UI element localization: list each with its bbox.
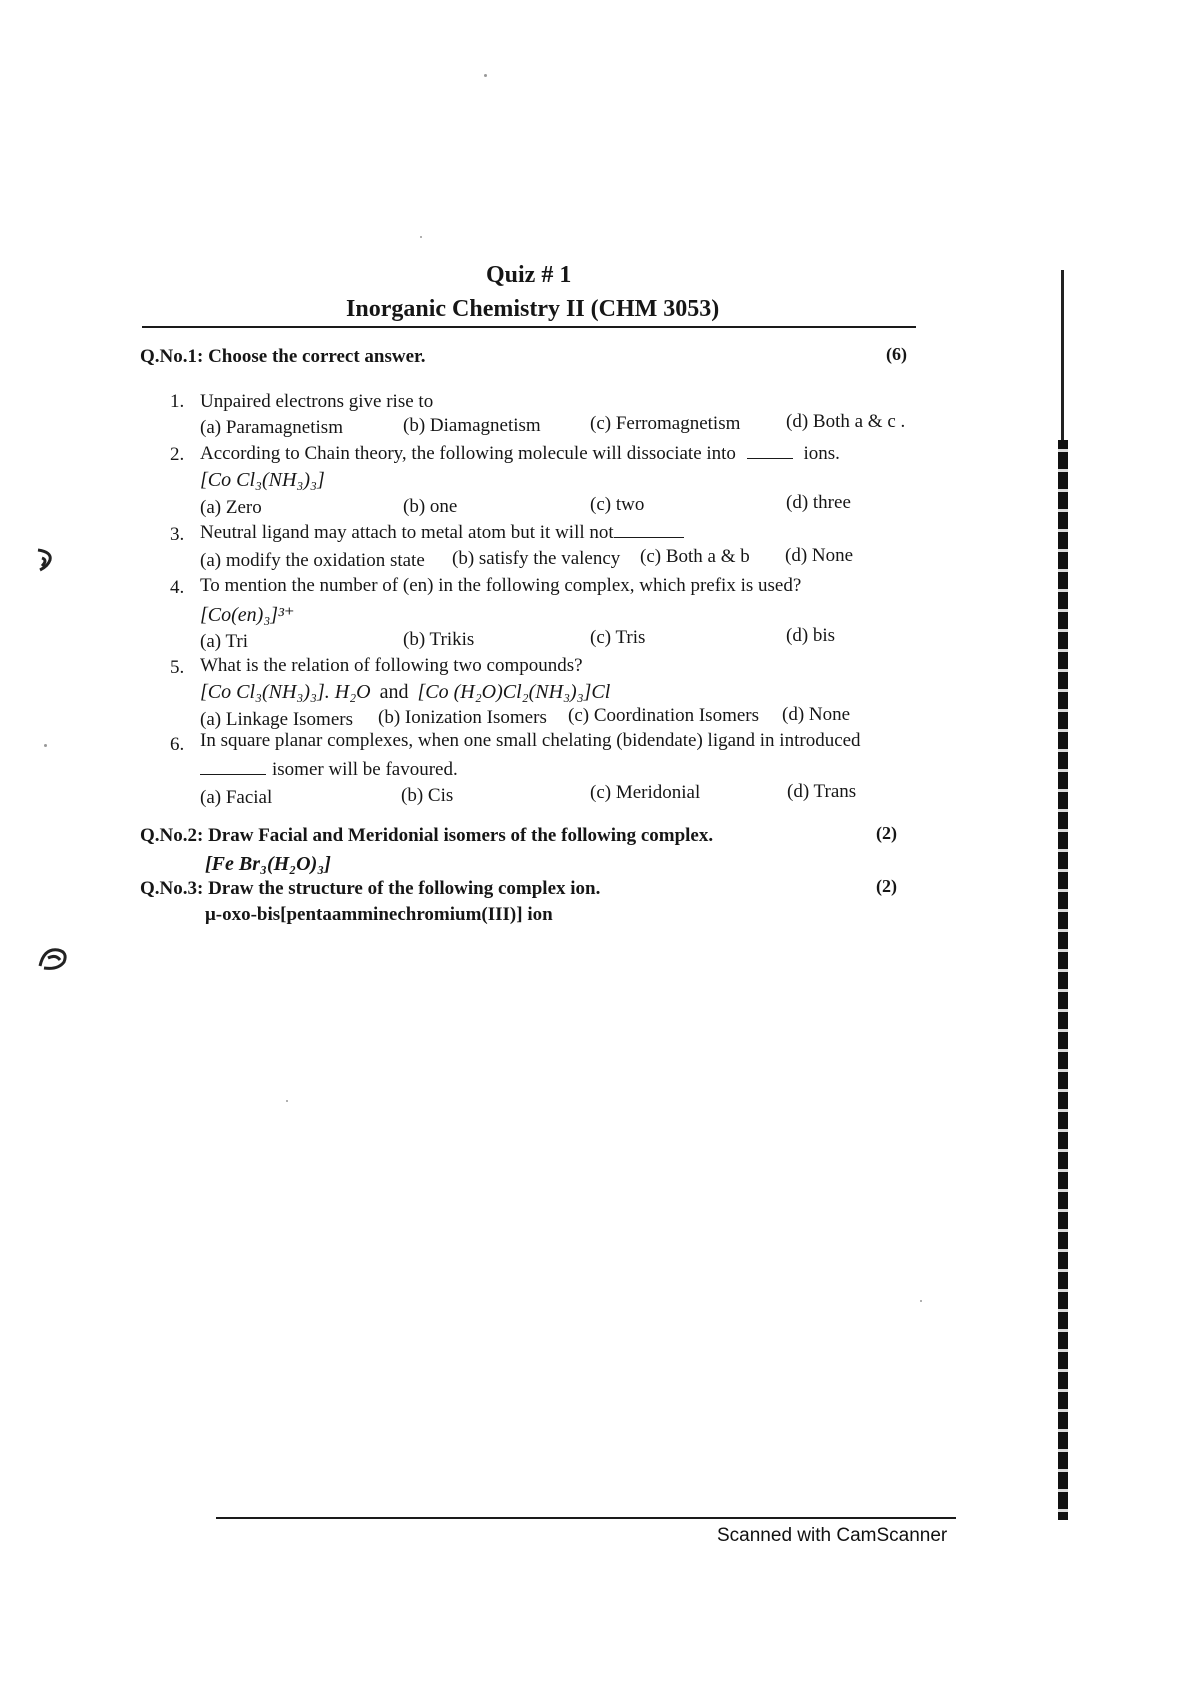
footer-divider [216,1517,956,1519]
q1-item-5-formula-a: [Co Cl₃(NH₃)₃]. H₂O [200,681,371,703]
q1-item-2-option-b: (b) one [403,496,458,517]
q3-heading: Q.No.3: Draw the structure of the following complex ion. [140,878,601,899]
q1-item-2-formula: [Co Cl₃(NH₃)₃] [200,469,325,491]
q1-item-1-option-d: (d) Both a & c . [786,411,906,432]
q1-item-4-number: 4. [170,577,185,598]
q1-item-5-option-b: (b) Ionization Isomers [378,707,547,728]
q1-item-5-option-a: (a) Linkage Isomers [200,709,353,730]
course-title: Inorganic Chemistry II (CHM 3053) [346,296,720,322]
q1-item-2-option-a: (a) Zero [200,497,262,518]
q3-complex-name: μ-oxo-bis[pentaamminechromium(III)] ion [205,904,553,925]
q1-item-6-option-c: (c) Meridonial [590,782,701,803]
q1-item-2-text-after: ions. [803,443,840,464]
answer-blank [747,458,793,459]
q3-marks: (2) [876,876,897,896]
q1-item-5-formula-join: and [379,681,409,703]
q1-item-2-option-d: (d) three [786,492,851,513]
q1-item-5-number: 5. [170,657,185,678]
q1-item-3-option-c: (c) Both a & b [640,546,750,567]
scan-speck [920,1300,922,1302]
scan-speck [420,236,422,238]
q1-item-6-number: 6. [170,734,185,755]
quiz-title: Quiz # 1 [486,262,572,288]
q1-item-4-text: To mention the number of (en) in the following complex, which prefix is used? [200,575,802,596]
q1-item-4-option-b: (b) Trikis [403,629,475,650]
q1-item-5-text: What is the relation of following two compounds? [200,655,583,676]
scan-speck [286,1100,288,1102]
q2-formula: [Fe Br₃(H₂O)₃] [205,853,331,875]
q1-item-5-option-c: (c) Coordination Isomers [568,705,760,726]
header-divider [142,326,916,328]
q2-heading: Q.No.2: Draw Facial and Meridonial isomers of the following complex. [140,825,714,846]
binding-edge-top [1061,270,1064,440]
q1-item-4-option-c: (c) Tris [590,627,646,648]
q1-item-1-option-c: (c) Ferromagnetism [590,413,741,434]
q1-item-5-option-d: (d) None [782,704,851,725]
scan-smudge-mark [34,940,74,976]
q1-item-3-option-b: (b) satisfy the valency [452,548,621,569]
q1-item-1-option-b: (b) Diamagnetism [403,415,541,436]
q1-item-1-text: Unpaired electrons give rise to [200,391,434,412]
q2-marks: (2) [876,823,897,843]
answer-blank [200,774,266,775]
q1-item-6-option-d: (d) Trans [787,781,857,802]
q1-item-2-text: According to Chain theory, the following molecule will dissociate into [200,443,736,464]
q1-item-1-option-a: (a) Paramagnetism [200,417,343,438]
q1-item-3-option-a: (a) modify the oxidation state [200,550,425,571]
q1-item-1-number: 1. [170,391,185,412]
binding-edge [1058,440,1068,1520]
q1-item-3-number: 3. [170,524,185,545]
q1-item-6-option-b: (b) Cis [401,785,454,806]
q1-item-4-option-d: (d) bis [786,625,836,646]
q1-item-4-option-a: (a) Tri [200,631,249,652]
q1-item-4-formula: [Co(en)₃]³⁺ [200,604,295,626]
answer-blank [614,537,684,538]
q1-item-6-text-line2: isomer will be favoured. [272,759,458,780]
q1-item-2-number: 2. [170,444,185,465]
q1-heading: Q.No.1: Choose the correct answer. [140,346,426,367]
scan-speck [44,744,47,747]
scan-smudge-mark [34,546,58,576]
camscanner-watermark: Scanned with CamScanner [717,1525,948,1546]
q1-marks: (6) [886,344,907,364]
q1-item-3-option-d: (d) None [785,545,854,566]
q1-item-6-option-a: (a) Facial [200,787,273,808]
q1-item-3-text: Neutral ligand may attach to metal atom but it will not [200,522,614,543]
scan-speck [484,74,487,77]
q1-item-5-formula-b: [Co (H₂O)Cl₂(NH₃)₃]Cl [417,681,611,703]
q1-item-2-option-c: (c) two [590,494,645,515]
q1-item-6-text: In square planar complexes, when one small chelating (bidendate) ligand in introduced [200,730,861,751]
